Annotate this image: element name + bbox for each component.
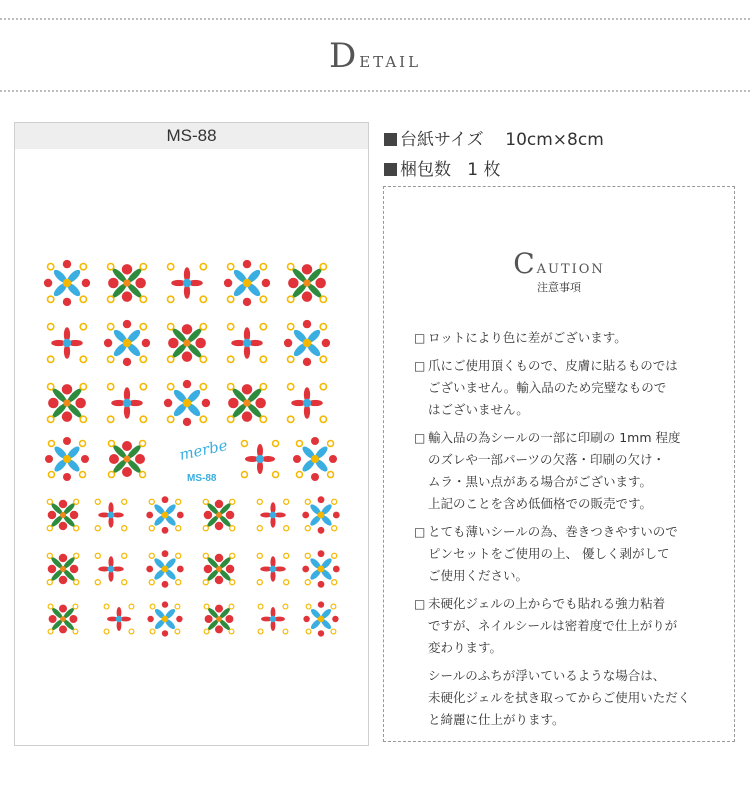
spec-size-value: 10cm×8cm: [505, 130, 604, 150]
sticker-motif: [293, 437, 337, 481]
caution-note-text: 未硬化ジェルの上からでも貼れる強力粘着 ですが、ネイルシールは密着度で仕上がりが 変わります。: [428, 596, 678, 655]
sticker-motif: [164, 380, 210, 426]
sticker-motif: [226, 322, 268, 364]
caution-subtitle: 注意事項: [537, 281, 581, 294]
sticker-motif: [286, 262, 328, 304]
caution-note: [414, 355, 714, 421]
sticker-motif: [104, 320, 150, 366]
checkbox-icon: □: [414, 359, 426, 373]
sticker-motif: [46, 552, 80, 586]
caution-note: [414, 593, 714, 659]
sticker-motif: [256, 498, 290, 532]
brand-logo: merbe: [177, 436, 230, 464]
sticker-motif: [94, 552, 128, 586]
spec-count: [384, 155, 500, 180]
caution-note: [414, 521, 714, 587]
sticker-motif: [203, 603, 235, 635]
spec-count-label: 梱包数: [400, 160, 451, 180]
sticker-motif: [106, 262, 148, 304]
sticker-motif: [226, 382, 268, 424]
sticker-motif: [202, 552, 236, 586]
sticker-motif: [284, 320, 330, 366]
sticker-motif: [46, 498, 80, 532]
caution-note-text: シールのふちが浮いているような場合は、 未硬化ジェルを拭き取ってからご使用いただく と綺麗に仕上がります。: [428, 668, 691, 727]
sticker-motif: [224, 260, 270, 306]
product-code: MS-88: [15, 123, 368, 149]
caution-note-text: 輸入品の為シールの一部に印刷の 1mm 程度 のズレや一部パーツの欠落・印刷の欠け・ ムラ・黒い点がある場合がございます。 上記のことを含め低価格での販売です。: [428, 430, 681, 511]
spec-size: [384, 125, 604, 150]
sticker-motif: [166, 262, 208, 304]
caution-notes: [414, 327, 714, 737]
sticker-motif: [256, 552, 290, 586]
sticker-motif: [286, 382, 328, 424]
square-bullet-icon: [384, 163, 397, 176]
caution-note-text: とても薄いシールの為、巻きつきやすいので ピンセットをご使用の上、 優しく剥がして ご使用ください。: [428, 524, 678, 583]
checkbox-icon: □: [414, 525, 426, 539]
sticker-motif: [47, 603, 79, 635]
sticker-motif: [303, 601, 338, 636]
caution-note-text: 爪にご使用頂くもので、皮膚に貼るものでは ございません。輸入品のため完璧なもので はございません。: [428, 358, 678, 417]
caution-note-text: ロットにより色に差がございます。: [428, 330, 627, 345]
sticker-motif: [302, 550, 339, 587]
caution-note: [414, 327, 714, 349]
spec-count-value: 1 枚: [467, 160, 501, 180]
sticker-motif: [107, 439, 147, 479]
page-title: Detail: [328, 36, 422, 76]
sticker-motif: [202, 498, 236, 532]
spec-size-label: 台紙サイズ: [400, 130, 484, 150]
sticker-motif: [240, 439, 280, 479]
product-sheet-card: [14, 122, 369, 746]
sticker-motif: [146, 496, 183, 533]
caution-note: [414, 427, 714, 515]
caution-note: [414, 665, 714, 731]
sticker-motif: [45, 437, 89, 481]
checkbox-icon: □: [414, 431, 426, 445]
sticker-sheet-image: [15, 123, 368, 745]
sticker-motif: [257, 603, 289, 635]
brand-code: MS-88: [187, 473, 217, 484]
sticker-motif: [302, 496, 339, 533]
sticker-motif: [46, 322, 88, 364]
sticker-motif: [94, 498, 128, 532]
top-divider: [0, 18, 750, 20]
sticker-motif: [46, 382, 88, 424]
caution-title: Caution: [513, 247, 605, 280]
checkbox-icon: □: [414, 597, 426, 611]
sticker-motif: [103, 603, 135, 635]
sticker-motif: [147, 601, 182, 636]
square-bullet-icon: [384, 133, 397, 146]
sticker-motif: [106, 382, 148, 424]
checkbox-icon: □: [414, 331, 426, 345]
bottom-divider: [0, 90, 750, 92]
sticker-motif: [146, 550, 183, 587]
caution-box: [383, 186, 735, 742]
sticker-motif: [166, 322, 208, 364]
sticker-motif: [44, 260, 90, 306]
